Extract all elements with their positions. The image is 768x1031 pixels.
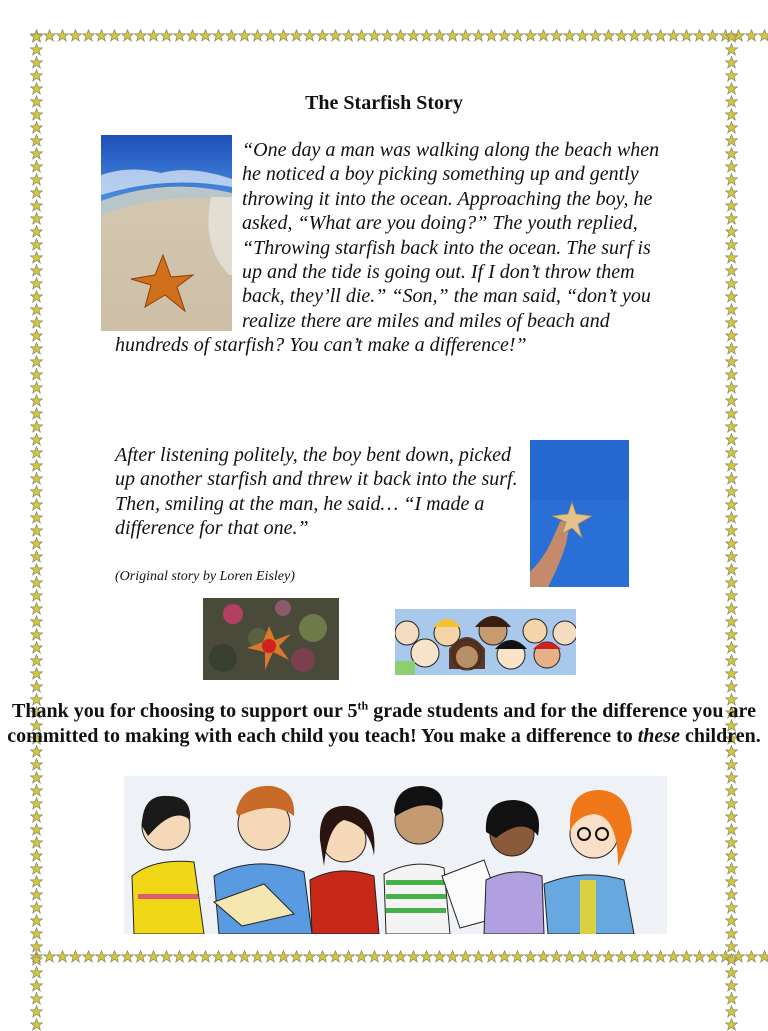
star-icon (706, 29, 719, 43)
star-icon (498, 950, 511, 964)
story-paragraph-1-container (115, 138, 660, 358)
star-icon (725, 888, 739, 901)
story-paragraph-1: “One day a man was walking along the beach when he noticed a boy picking something up and gently throwing it into the ocean. Approaching the boy, he asked, “What are you doing?” The youth replied, “Throwing starfish back into the ocean. The surf is up and the tide is going out. If I don’t throw them back, they’ll die.” “Son,” the man said, “don’t you realize there are miles and miles of beach and hundreds of starfish? You can’t make a difference!” (115, 139, 660, 357)
star-icon (725, 1018, 739, 1031)
star-icon (725, 615, 739, 628)
star-icon (30, 1005, 44, 1018)
star-icon (725, 602, 739, 615)
star-icon (725, 433, 739, 446)
star-icon (43, 950, 56, 964)
star-icon (30, 810, 44, 823)
star-icon (30, 589, 44, 602)
star-icon (725, 810, 739, 823)
star-icon (725, 147, 739, 160)
star-icon (725, 836, 739, 849)
star-icon (30, 628, 44, 641)
star-icon (30, 394, 44, 407)
star-icon (30, 420, 44, 433)
star-icon (95, 29, 108, 43)
star-icon (212, 29, 225, 43)
star-icon (160, 29, 173, 43)
star-icon (30, 251, 44, 264)
star-icon (667, 950, 680, 964)
star-icon (30, 355, 44, 368)
border-bottom (30, 950, 740, 964)
star-icon (212, 950, 225, 964)
star-icon (758, 950, 768, 964)
star-icon (693, 950, 706, 964)
star-icon (472, 950, 485, 964)
star-icon (381, 29, 394, 43)
star-icon (563, 29, 576, 43)
star-icon (725, 121, 739, 134)
star-icon (725, 342, 739, 355)
star-icon (225, 950, 238, 964)
star-icon (725, 914, 739, 927)
star-icon (725, 550, 739, 563)
star-icon (725, 849, 739, 862)
star-icon (725, 979, 739, 992)
star-icon (725, 459, 739, 472)
hand-starfish-image (530, 440, 629, 587)
star-icon (30, 823, 44, 836)
star-icon (30, 849, 44, 862)
star-icon (725, 784, 739, 797)
star-icon (199, 950, 212, 964)
star-icon (725, 264, 739, 277)
star-icon (725, 498, 739, 511)
star-icon (30, 186, 44, 199)
star-icon (30, 537, 44, 550)
star-icon (680, 950, 693, 964)
star-icon (30, 173, 44, 186)
star-icon (589, 29, 602, 43)
star-icon (589, 950, 602, 964)
star-icon (433, 29, 446, 43)
star-icon (355, 29, 368, 43)
star-icon (30, 875, 44, 888)
star-icon (459, 29, 472, 43)
star-icon (30, 485, 44, 498)
border-left (30, 30, 44, 964)
star-icon (725, 186, 739, 199)
star-icon (628, 29, 641, 43)
star-icon (30, 888, 44, 901)
star-icon (725, 407, 739, 420)
star-icon (238, 950, 251, 964)
star-icon (69, 29, 82, 43)
star-icon (30, 407, 44, 420)
star-icon (654, 950, 667, 964)
star-icon (745, 950, 758, 964)
star-icon (160, 950, 173, 964)
star-icon (550, 950, 563, 964)
star-icon (30, 381, 44, 394)
star-icon (30, 56, 44, 69)
star-icon (30, 680, 44, 693)
border-right (725, 30, 739, 964)
star-icon (30, 134, 44, 147)
star-icon (725, 173, 739, 186)
star-icon (725, 797, 739, 810)
star-icon (725, 537, 739, 550)
star-icon (30, 212, 44, 225)
star-icon (725, 485, 739, 498)
star-icon (725, 368, 739, 381)
students-cartoon-image (124, 776, 667, 934)
star-icon (725, 654, 739, 667)
star-icon (725, 316, 739, 329)
star-icon (394, 950, 407, 964)
star-icon (550, 29, 563, 43)
star-icon (30, 459, 44, 472)
star-icon (725, 771, 739, 784)
star-icon (238, 29, 251, 43)
star-icon (725, 30, 739, 43)
star-icon (30, 498, 44, 511)
star-icon (667, 29, 680, 43)
star-icon (446, 950, 459, 964)
star-icon (537, 950, 550, 964)
star-icon (251, 29, 264, 43)
star-icon (745, 29, 758, 43)
star-icon (30, 563, 44, 576)
star-icon (725, 758, 739, 771)
star-icon (30, 979, 44, 992)
star-icon (654, 29, 667, 43)
star-icon (82, 950, 95, 964)
star-icon (725, 212, 739, 225)
star-icon (725, 43, 739, 56)
star-icon (290, 950, 303, 964)
star-icon (30, 121, 44, 134)
star-icon (264, 29, 277, 43)
star-icon (251, 950, 264, 964)
star-icon (725, 940, 739, 953)
star-icon (43, 29, 56, 43)
star-icon (420, 950, 433, 964)
star-icon (30, 758, 44, 771)
star-icon (725, 329, 739, 342)
star-icon (680, 29, 693, 43)
star-icon (725, 238, 739, 251)
star-icon (725, 927, 739, 940)
story-credit: (Original story by Loren Eisley) (115, 569, 295, 584)
star-icon (30, 43, 44, 56)
star-icon (725, 524, 739, 537)
star-icon (433, 950, 446, 964)
star-icon (134, 29, 147, 43)
star-icon (30, 342, 44, 355)
star-icon (30, 69, 44, 82)
star-icon (134, 950, 147, 964)
star-icon (641, 950, 654, 964)
star-icon (121, 29, 134, 43)
star-icon (420, 29, 433, 43)
star-icon (30, 303, 44, 316)
star-icon (30, 771, 44, 784)
star-icon (725, 251, 739, 264)
star-icon (725, 303, 739, 316)
star-icon (30, 940, 44, 953)
star-icon (329, 950, 342, 964)
star-icon (725, 563, 739, 576)
star-icon (725, 589, 739, 602)
star-icon (355, 950, 368, 964)
star-icon (121, 950, 134, 964)
star-icon (725, 355, 739, 368)
star-icon (485, 29, 498, 43)
star-icon (368, 950, 381, 964)
star-icon (30, 160, 44, 173)
star-icon (459, 950, 472, 964)
star-icon (303, 950, 316, 964)
star-icon (725, 875, 739, 888)
star-icon (725, 394, 739, 407)
star-icon (30, 316, 44, 329)
star-icon (82, 29, 95, 43)
star-icon (725, 134, 739, 147)
star-icon (186, 29, 199, 43)
star-icon (498, 29, 511, 43)
reef-starfish-image (203, 598, 339, 680)
star-icon (758, 29, 768, 43)
star-icon (30, 602, 44, 615)
star-icon (725, 160, 739, 173)
star-icon (725, 966, 739, 979)
star-icon (316, 29, 329, 43)
star-icon (225, 29, 238, 43)
star-icon (524, 29, 537, 43)
star-icon (725, 641, 739, 654)
star-icon (30, 966, 44, 979)
star-icon (30, 277, 44, 290)
star-icon (30, 1018, 44, 1031)
star-icon (30, 30, 44, 43)
star-icon (30, 953, 44, 966)
star-icon (725, 576, 739, 589)
star-icon (725, 953, 739, 966)
star-icon (725, 277, 739, 290)
star-icon (511, 950, 524, 964)
star-icon (30, 901, 44, 914)
star-icon (725, 862, 739, 875)
star-icon (407, 29, 420, 43)
star-icon (615, 29, 628, 43)
star-icon (30, 784, 44, 797)
star-icon (264, 950, 277, 964)
star-icon (290, 29, 303, 43)
star-icon (725, 69, 739, 82)
star-icon (30, 927, 44, 940)
star-icon (30, 329, 44, 342)
star-icon (725, 290, 739, 303)
star-icon (173, 950, 186, 964)
star-icon (706, 950, 719, 964)
star-icon (524, 950, 537, 964)
star-icon (30, 914, 44, 927)
star-icon (563, 950, 576, 964)
star-icon (725, 225, 739, 238)
star-icon (537, 29, 550, 43)
star-icon (95, 950, 108, 964)
star-icon (342, 950, 355, 964)
star-icon (30, 446, 44, 459)
star-icon (56, 950, 69, 964)
star-icon (30, 524, 44, 537)
page-title: The Starfish Story (305, 92, 463, 114)
star-icon (199, 29, 212, 43)
star-icon (30, 576, 44, 589)
star-icon (69, 950, 82, 964)
star-icon (368, 29, 381, 43)
star-icon (693, 29, 706, 43)
star-icon (147, 950, 160, 964)
star-icon (30, 368, 44, 381)
star-icon (56, 29, 69, 43)
star-icon (30, 641, 44, 654)
star-icon (725, 56, 739, 69)
star-icon (30, 238, 44, 251)
star-icon (725, 901, 739, 914)
thank-you-message: Thank you for choosing to support our 5th grade students and for the difference you are committed to making with each child you teach! You make a difference to these children. (7, 698, 761, 747)
star-icon (30, 264, 44, 277)
star-icon (576, 29, 589, 43)
star-icon (30, 472, 44, 485)
star-icon (30, 199, 44, 212)
star-icon (511, 29, 524, 43)
kids-group-image (395, 609, 576, 675)
star-icon (725, 446, 739, 459)
star-icon (316, 950, 329, 964)
star-icon (30, 836, 44, 849)
star-icon (186, 950, 199, 964)
star-icon (329, 29, 342, 43)
border-top (30, 29, 740, 43)
star-icon (641, 29, 654, 43)
star-icon (472, 29, 485, 43)
star-icon (615, 950, 628, 964)
star-icon (173, 29, 186, 43)
star-icon (725, 511, 739, 524)
star-icon (147, 29, 160, 43)
star-icon (485, 950, 498, 964)
star-icon (30, 654, 44, 667)
star-icon (602, 950, 615, 964)
star-icon (30, 550, 44, 563)
star-icon (725, 667, 739, 680)
star-icon (446, 29, 459, 43)
star-icon (725, 680, 739, 693)
star-icon (30, 147, 44, 160)
star-icon (30, 862, 44, 875)
star-icon (108, 29, 121, 43)
star-icon (725, 420, 739, 433)
star-icon (342, 29, 355, 43)
star-icon (30, 511, 44, 524)
star-icon (725, 823, 739, 836)
star-icon (30, 433, 44, 446)
star-icon (303, 29, 316, 43)
star-icon (381, 950, 394, 964)
star-icon (30, 290, 44, 303)
star-icon (576, 950, 589, 964)
star-icon (30, 225, 44, 238)
star-icon (277, 29, 290, 43)
star-icon (725, 628, 739, 641)
star-icon (725, 1005, 739, 1018)
star-icon (30, 797, 44, 810)
star-icon (30, 615, 44, 628)
star-icon (277, 950, 290, 964)
emphasis-these: these (637, 724, 680, 747)
star-icon (602, 29, 615, 43)
star-icon (407, 950, 420, 964)
star-icon (628, 950, 641, 964)
star-icon (725, 381, 739, 394)
star-icon (108, 950, 121, 964)
star-icon (394, 29, 407, 43)
star-icon (30, 667, 44, 680)
story-paragraph-2: After listening politely, the boy bent down, picked up another starfish and threw it back into the surf. Then, smiling at the man, he said… “I made a difference for that one.” (115, 444, 518, 540)
star-icon (725, 199, 739, 212)
star-icon (725, 472, 739, 485)
